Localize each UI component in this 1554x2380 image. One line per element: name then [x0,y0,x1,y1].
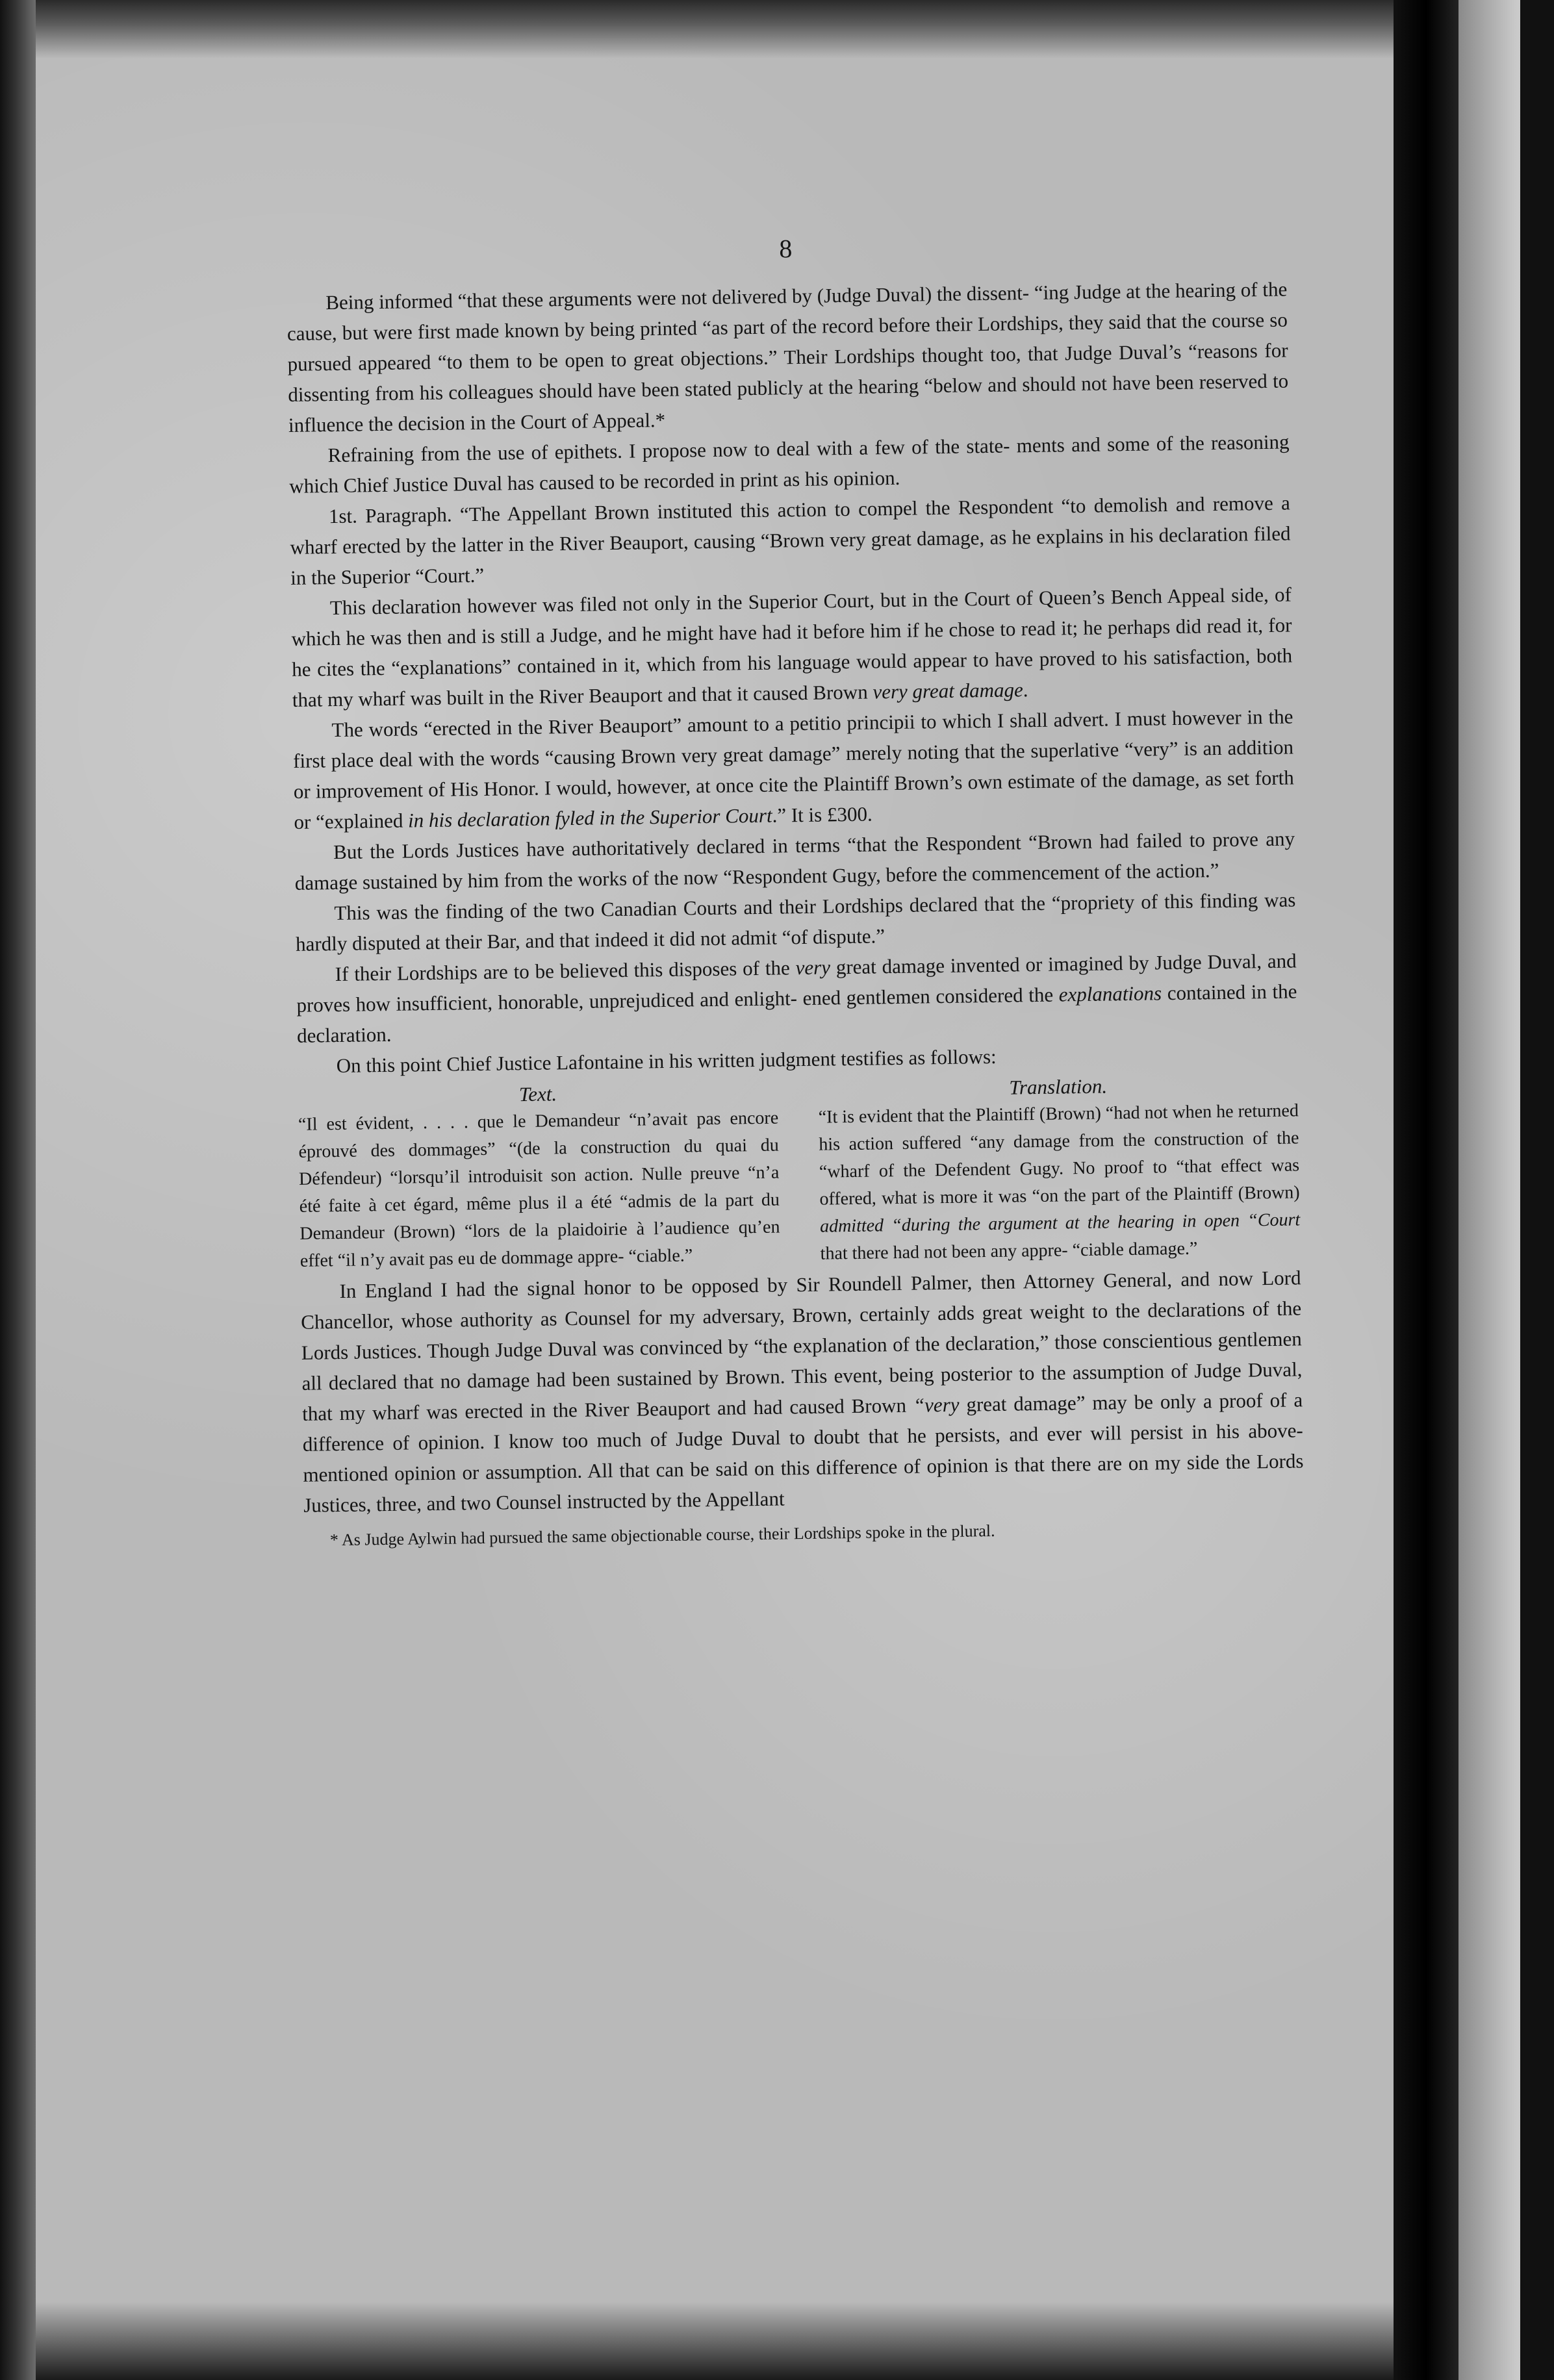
paragraph-5-end: .” It is £300. [772,802,873,827]
page-number: 8 [778,234,794,264]
paragraph-10 [300,1262,1304,1520]
paragraph-1: Being informed “that these arguments were not delivered by (Judge Duval) the dissent- “ing Judge at the hearing of the cause, but were first made known by being printed “as part of the record before their Lordships, they said that the course so pursued appeared “to them to be open to great objections.” Their Lordships thought too, that Judge Duval’s “reasons for dissenting from his colleagues should have been stated publicly at the hearing “below and should not have been reserved to influence the decision in the Court of Appeal.* [287,277,1289,437]
translation-italic: admitted “during the argument at the hearing in open “Court [819,1209,1301,1237]
quotation-english-text [818,1097,1301,1267]
translation-text-a: “It is evident that the Plaintiff (Brown) “had not when he returned his action suffered “any damage from the construction of the “wharf of the Defendent Gugy. No proof to “that effect was offered, what is more it was “on the part of the Plaintiff (Brown) [818,1100,1300,1209]
binding-gutter [1394,0,1458,2380]
paragraph-9: On this point Chief Justice Lafontaine in his written judgment testifies as follows: [336,1044,997,1078]
column-heading-translation: Translation. [1009,1074,1108,1099]
column-heading-text: Text. [518,1082,557,1106]
quotation-french-column [298,1078,780,1275]
paragraph-5-text: The words “erected in the River Beauport” amount to a petitio principii to which I shall advert. I must however in the first place deal with the words “causing Brown very great damage” merely noting that the superlative “very” is an addition or improvement of His Honor. I would, however, at once cite the Plaintiff Brown’s own estimate of the damage, as set forth or “explained [292,705,1294,833]
paragraph-8 [296,945,1297,1050]
paragraph-5 [292,701,1294,837]
translation-text-b: that there had not been any appre- “ciable damage.” [820,1238,1198,1264]
quotation-two-columns [298,1070,1301,1274]
page-top-shadow [36,0,1394,58]
paragraph-10-text-b: great damage” may be only a proof of a difference of opinion. I know too much of Judge Duval to doubt that he persists, and ever will persist in his above- mentioned opinion or assumption. All that can be said on this difference of opinion is that there are on my side the Lords Justices, three, and two Counsel instructed by the Appellant [302,1388,1304,1517]
paragraph-10-italic: “very [913,1393,960,1417]
footnote: * As Judge Aylwin had pursued the same objectionable course, their Lordships spoke in the plural. [329,1521,995,1550]
paragraph-8-text-c: contained in the declaration. [296,980,1297,1047]
scan-right-edge [1520,0,1554,2380]
paragraph-8-italic-a: very [795,956,831,980]
paragraph-4-italic: very great damage [873,678,1023,703]
paragraph-2: Refraining from the use of epithets. I propose now to deal with a few of the state- ments and some of the reasoning which Chief Justice Duval has caused to be recorded in print as his opinion. [289,430,1290,498]
paragraph-4-text: This declaration however was filed not only in the Superior Court, but in the Court of Queen’s Bench Appeal side, of which he was then and is still a Judge, and he might have had it before him if he chose to read it; he perhaps did read it, for he cites the “explanations” contained in it, which from his language would appear to have proved to his satisfaction, both that my wharf was built in the River Beauport and that it caused Brown [291,583,1293,711]
paragraph-6: But the Lords Justices have authoritatively declared in terms “that the Respondent “Brown had failed to prove any damage sustained by him from the works of the now “Respondent Gugy, before the commencement of the action.” [294,827,1295,894]
paragraph-7: This was the finding of the two Canadian Courts and their Lordships declared that the “propriety of this finding was hardly disputed at their Bar, and that indeed it did not admit “of dispute.” [295,888,1296,956]
paragraph-4-end: . [1023,678,1028,702]
paragraph-8-italic-b: explanations [1058,981,1162,1006]
scan-left-edge [0,0,39,2380]
paragraph-8-text-a: If their Lordships are to be believed this disposes of the [335,956,790,986]
paragraph-8-text-b: great damage invented or imagined by Judge Duval, and proves how insufficient, honorable, unprejudiced and enlight- ened gentlemen considered the [296,949,1297,1017]
paragraph-10-text-a: In England I had the signal honor to be opposed by Sir Roundell Palmer, then Attorney General, and now Lord Chancellor, whose authority as Counsel for my adversary, Brown, certainly adds great weight to the declarations of the Lords Justices. Though Judge Duval was convinced by “the explanation of the declaration,” those conscientious gentlemen all declared that no damage had been sustained by Brown. This event, being posterior to the assumption of Judge Duval, that my wharf was erected in the River Beauport and had caused Brown [301,1266,1303,1425]
paragraph-5-italic: in his declaration fyled in the Superior Court [407,804,772,832]
paragraph-3: 1st. Paragraph. “The Appellant Brown instituted this action to compel the Respondent “to demolish and remove a wharf erected by the latter in the River Beauport, causing “Brown very great damage, as he explains in his declaration filed in the Superior “Court.” [290,491,1291,589]
quotation-french-text: “Il est évident, . . . . que le Demandeur “n’avait pas encore éprouvé des dommages” “(de la construction du quai du Défendeur) “lorsqu’il introduisit son action. Nulle preuve “n’a été faite à cet égard, même plus il a été “admis de la part du Demandeur (Brown) “lors de la plaidoirie à l’audience qu’en effet “il n’y avait pas eu de dommage appre- “ciable.” [298,1108,780,1271]
quotation-english-column [818,1070,1301,1267]
page-text-block [286,226,1305,1552]
page-bottom-shadow [36,2302,1394,2380]
paragraph-4 [291,579,1293,715]
